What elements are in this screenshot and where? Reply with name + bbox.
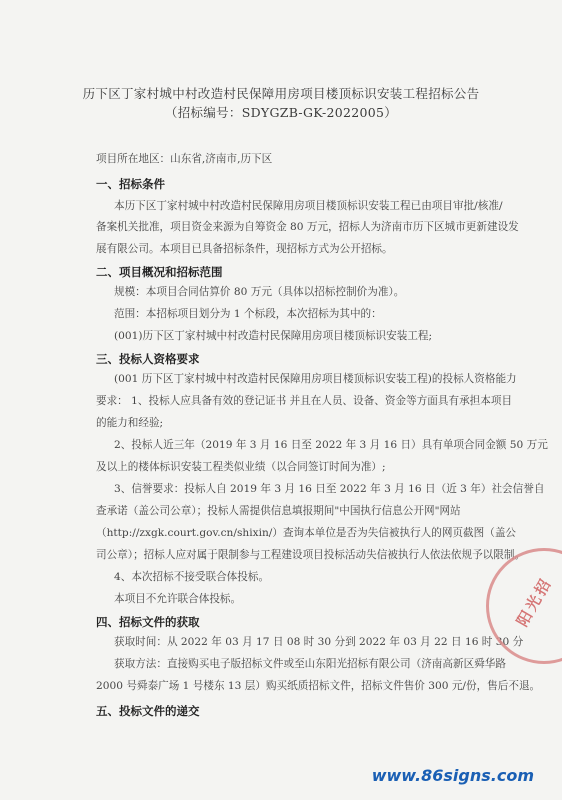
section-heading-1: 一、招标条件 [96,177,165,191]
document-title: 历下区丁家村城中村改造村民保障用房项目楼顶标识安装工程招标公告 [82,86,480,101]
s3-line: 4、本次招标不接受联合体投标。 [114,571,270,583]
project-location: 项目所在地区：山东省,济南市,历下区 [96,153,273,165]
s2-line: 规模：本项目合同估算价 80 万元（具体以招标控制价为准）。 [114,286,405,298]
s4-line: 获取时间：从 2022 年 03 月 17 日 08 时 30 分到 2022 年 03 月 22 日 16 时 30 分 [114,636,524,648]
s1-line: 本历下区丁家村城中村改造村民保障用房项目楼顶标识安装工程已由项目审批/核准/ [114,200,503,212]
s3-line: 及以上的楼体标识安装工程类似业绩（以合同签订时间为准）; [96,461,386,473]
s3-line: 本项目不允许联合体投标。 [114,593,242,605]
section-heading-5: 五、投标文件的递交 [96,704,200,718]
s2-line: (001)历下区丁家村城中村改造村民保障用房项目楼顶标识安装工程; [114,330,433,342]
s4-line: 2000 号舜泰广场 1 号楼东 13 层）购买纸质招标文件，招标文件售价 300 元/份，售后不退。 [96,680,541,692]
s2-line: 范围：本招标项目划分为 1 个标段，本次招标为其中的： [114,308,382,320]
section-heading-3: 三、投标人资格要求 [96,352,200,366]
s3-line: 2、投标人近三年（2019 年 3 月 16 日至 2022 年 3 月 16 日）具有单项合同金额 50 万元 [114,439,548,451]
s3-line: 查承诺（盖公司公章）；投标人需提供信息填报期间"中国执行信息公开网"网站 [96,505,461,517]
s3-line: 司公章）；招标人应对属于限制参与工程建设项目投标活动失信被执行人依法依规予以限制。 [96,549,526,561]
s1-line: 展有限公司。本项目已具备招标条件，现招标方式为公开招标。 [96,243,393,255]
s3-line: （http://zxgk.court.gov.cn/shixin/）查询本单位是否为失信被执行人的网页截图（盖公 [96,527,517,539]
s3-line: (001 历下区丁家村城中村改造村民保障用房项目楼顶标识安装工程)的投标人资格能力 [114,373,517,385]
tender-number: （招标编号：SDYGZB-GK-2022005） [164,105,398,120]
seal-text: 阳光招 [513,573,556,630]
s3-line: 要求： 1、投标人应具备有效的登记证书 并且在人员、设备、资金等方面具有承担本项目 [96,395,513,407]
site-watermark: www.86signs.com [371,766,534,785]
s3-line: 3、信誉要求：投标人自 2019 年 3 月 16 日至 2022 年 3 月 16 日（近 3 年）社会信誉自 [114,483,545,495]
s3-line: 的能力和经验; [96,417,164,429]
s1-line: 备案机关批准，项目资金来源为自筹资金 80 万元，招标人为济南市历下区城市更新建设发 [96,221,519,233]
section-heading-2: 二、项目概况和招标范围 [96,265,223,279]
section-heading-4: 四、招标文件的获取 [96,615,200,629]
s4-line: 获取方法：直接购买电子版招标文件或至山东阳光招标有限公司（济南高新区舜华路 [114,658,506,670]
